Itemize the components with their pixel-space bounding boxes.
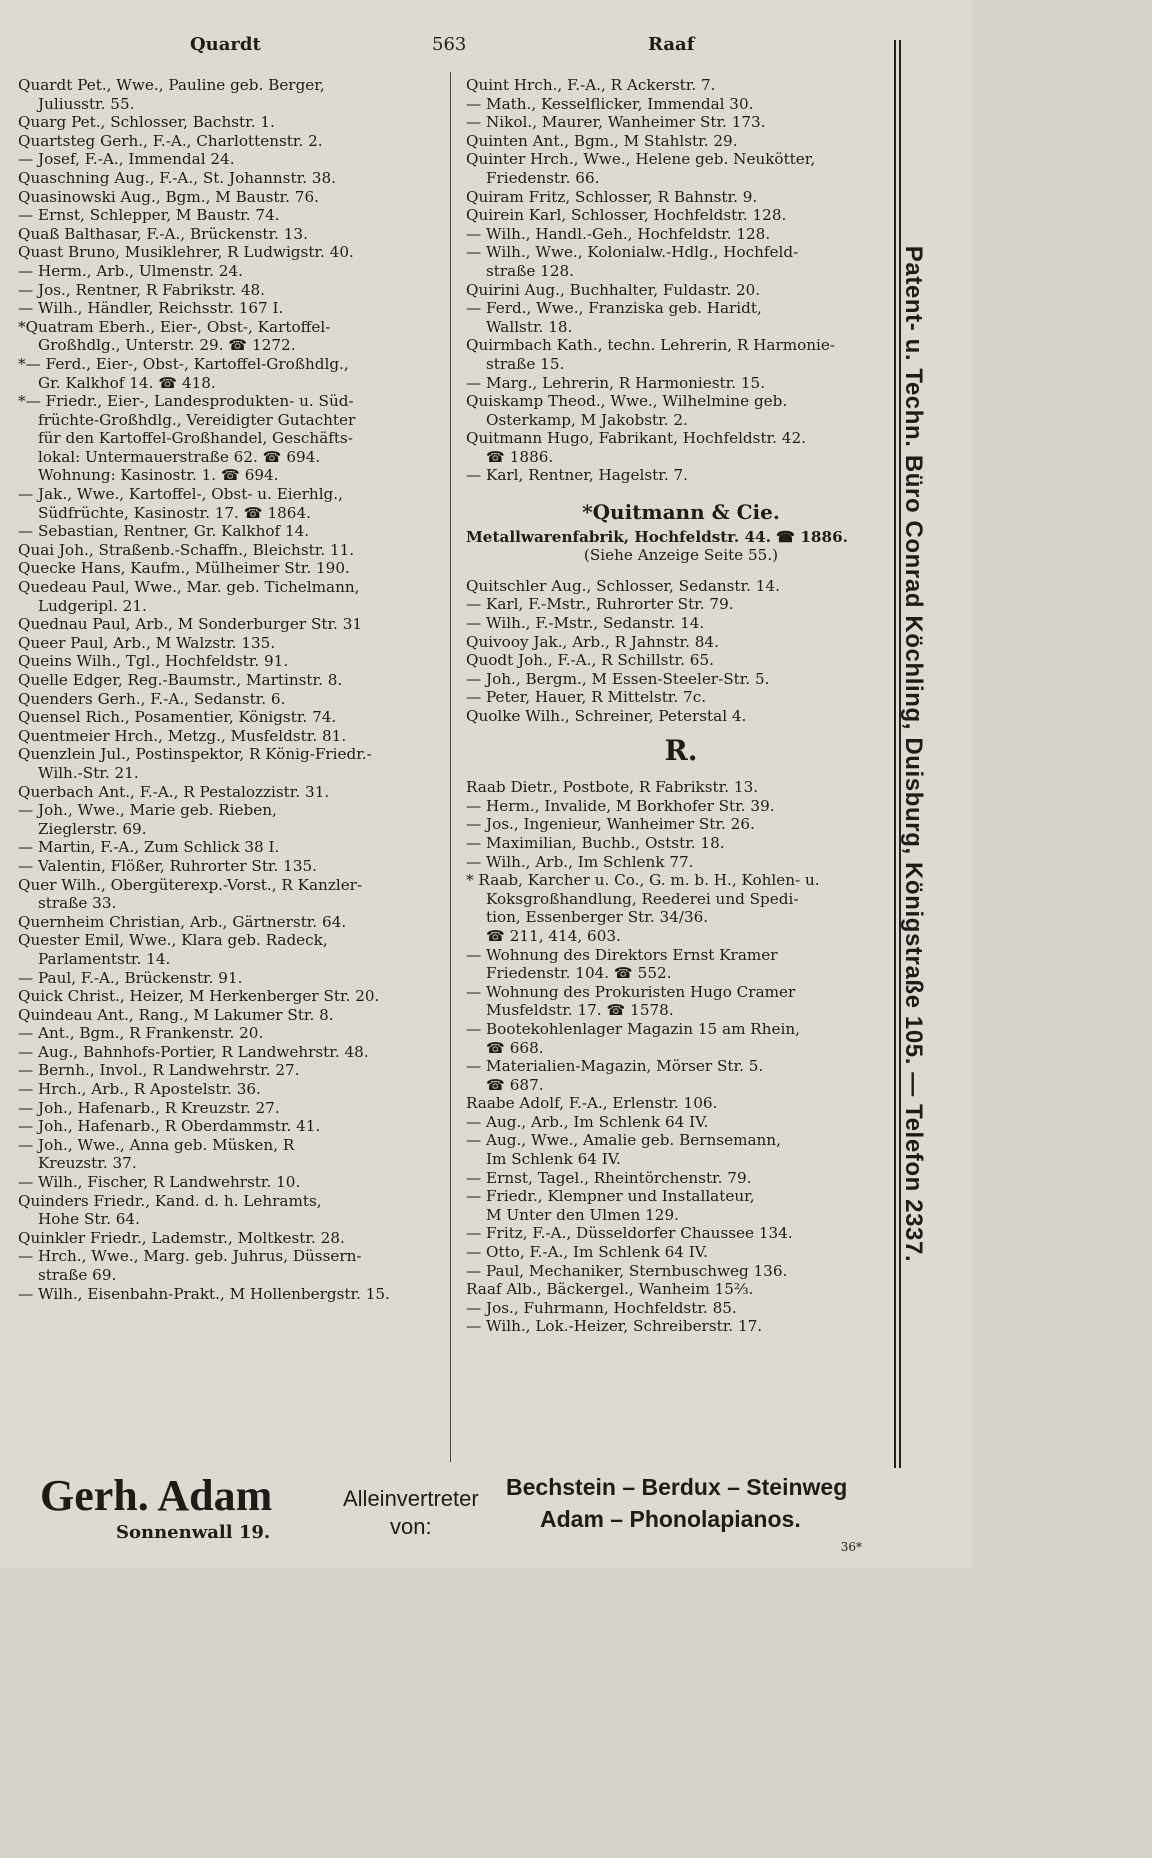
entry: Quindeau Ant., Rang., M Lakumer Str. 8.: [18, 1005, 334, 1024]
entry: — Joh., Wwe., Marie geb. Rieben,: [18, 801, 277, 820]
entry: ☎ 687.: [486, 1075, 544, 1094]
entry: Südfrüchte, Kasinostr. 17. ☎ 1864.: [38, 503, 311, 522]
entry: — Bernh., Invol., R Landwehrstr. 27.: [18, 1061, 300, 1080]
footer-mid-1: Alleinvertreter: [343, 1486, 479, 1511]
entry: Raabe Adolf, F.-A., Erlenstr. 106.: [466, 1094, 718, 1113]
entry: — Materialien-Magazin, Mörser Str. 5.: [466, 1057, 764, 1076]
entry: Quednau Paul, Arb., M Sonderburger Str. 31: [18, 615, 363, 634]
entry: — Wohnung des Direktors Ernst Kramer: [466, 945, 778, 964]
entry: Friedenstr. 104. ☎ 552.: [486, 964, 672, 983]
entry: — Jos., Ingenieur, Wanheimer Str. 26.: [466, 815, 755, 834]
entry: Quedeau Paul, Wwe., Mar. geb. Tichelmann,: [18, 578, 360, 597]
entry: — Paul, Mechaniker, Sternbuschweg 136.: [466, 1261, 788, 1280]
entry: ☎ 668.: [486, 1038, 544, 1057]
entry: tion, Essenberger Str. 34/36.: [486, 908, 709, 927]
entry: — Ferd., Wwe., Franziska geb. Haridt,: [466, 299, 762, 318]
advertising-sidebar: [890, 40, 936, 1468]
entry: Quecke Hans, Kaufm., Mülheimer Str. 190.: [18, 559, 350, 578]
entry: — Bootekohlenlager Magazin 15 am Rhein,: [466, 1019, 800, 1038]
entry: — Marg., Lehrerin, R Harmoniestr. 15.: [466, 373, 766, 392]
entry: Koksgroßhandlung, Reederei und Spedi-: [486, 889, 799, 908]
footer-mid-2: von:: [390, 1514, 432, 1539]
entry: Wilh.-Str. 21.: [38, 763, 139, 782]
entry: — Karl, Rentner, Hagelstr. 7.: [466, 466, 689, 485]
entry: Raaf Alb., Bäckergel., Wanheim 15⅔.: [466, 1280, 754, 1299]
right-entries-c: [466, 778, 896, 1336]
entry: ☎ 211, 414, 603.: [486, 926, 621, 945]
entry: — Wilh., Handl.-Geh., Hochfeldstr. 128.: [466, 224, 771, 243]
firm-line: Metallwarenfabrik, Hochfeldstr. 44. ☎ 1886.: [466, 527, 848, 546]
entry: — Herm., Invalide, M Borkhofer Str. 39.: [466, 796, 775, 815]
entry: — Ernst, Schlepper, M Baustr. 74.: [18, 206, 280, 225]
entry: — Wohnung des Prokuristen Hugo Cramer: [466, 982, 796, 1001]
entry: *— Ferd., Eier-, Obst-, Kartoffel-Großhdlg.,: [18, 354, 349, 373]
entry: für den Kartoffel-Großhandel, Geschäfts-: [38, 429, 353, 448]
left-column: [18, 76, 448, 1303]
entry: M Unter den Ulmen 129.: [486, 1205, 679, 1224]
entry: Quolke Wilh., Schreiner, Peterstal 4.: [466, 707, 747, 725]
entry: — Maximilian, Buchb., Oststr. 18.: [466, 833, 725, 852]
entry: früchte-Großhdlg., Vereidigter Gutachter: [38, 410, 356, 429]
entry: Quinkler Friedr., Lademstr., Moltkestr. 28.: [18, 1228, 345, 1247]
footer-brands-1: Bechstein – Berdux – Steinweg: [506, 1474, 848, 1500]
entry: — Jak., Wwe., Kartoffel-, Obst- u. Eierhlg.,: [18, 485, 343, 504]
entry: — Josef, F.-A., Immendal 24.: [18, 150, 235, 169]
entry: — Joh., Bergm., M Essen-Steeler-Str. 5.: [466, 669, 770, 688]
entry: Quiram Fritz, Schlosser, R Bahnstr. 9.: [466, 187, 758, 206]
header-left: Quardt: [190, 34, 261, 55]
entry: Quirini Aug., Buchhalter, Fuldastr. 20.: [466, 280, 761, 299]
entry: Querbach Ant., F.-A., R Pestalozzistr. 31.: [18, 782, 330, 801]
entry: Raab Dietr., Postbote, R Fabrikstr. 13.: [466, 778, 759, 797]
entry: Quentmeier Hrch., Metzg., Musfeldstr. 81.: [18, 726, 347, 745]
entry: — Hrch., Wwe., Marg. geb. Juhrus, Düssern-: [18, 1247, 362, 1266]
entry: — Joh., Hafenarb., R Oberdammstr. 41.: [18, 1117, 321, 1136]
entry: Quardt Pet., Wwe., Pauline geb. Berger,: [18, 76, 325, 94]
entry: Quirein Karl, Schlosser, Hochfeldstr. 128.: [466, 206, 787, 225]
entry: — Wilh., Arb., Im Schlenk 77.: [466, 852, 694, 871]
entry: Quaschning Aug., F.-A., St. Johannstr. 38.: [18, 168, 336, 187]
entry: Quiskamp Theod., Wwe., Wilhelmine geb.: [466, 392, 788, 411]
firm-title: *Quitmann & Cie.: [582, 500, 780, 525]
entry: Queer Paul, Arb., M Walzstr. 135.: [18, 633, 276, 652]
entry: Quivooy Jak., Arb., R Jahnstr. 84.: [466, 632, 719, 651]
footer-company: Gerh. Adam: [40, 1471, 273, 1520]
entry: Quensel Rich., Posamentier, Königstr. 74.: [18, 708, 337, 727]
entry: — Martin, F.-A., Zum Schlick 38 I.: [18, 838, 280, 857]
right-column: [466, 76, 896, 1336]
entry: Osterkamp, M Jakobstr. 2.: [486, 410, 688, 429]
entry: ☎ 1886.: [486, 447, 554, 466]
entry: — Jos., Rentner, R Fabrikstr. 48.: [18, 280, 266, 299]
entry: straße 69.: [38, 1266, 117, 1284]
entry: Quelle Edger, Reg.-Baumstr., Martinstr. 8.: [18, 671, 343, 689]
entry: — Hrch., Arb., R Apostelstr. 36.: [18, 1080, 261, 1099]
entry: — Wilh., Eisenbahn-Prakt., M Hollenbergstr. 15.: [18, 1284, 390, 1303]
entry: Quarg Pet., Schlosser, Bachstr. 1.: [18, 113, 275, 132]
entry: — Fritz, F.-A., Düsseldorfer Chaussee 134.: [466, 1224, 793, 1243]
entry: — Wilh., Händler, Reichsstr. 167 I.: [18, 299, 284, 318]
entry: Friedenstr. 66.: [486, 168, 600, 187]
entry: Queins Wilh., Tgl., Hochfeldstr. 91.: [18, 652, 289, 671]
entry: — Peter, Hauer, R Mittelstr. 7c.: [466, 688, 707, 707]
entry: Quenders Gerh., F.-A., Sedanstr. 6.: [18, 689, 286, 708]
page-number: 563: [432, 34, 467, 55]
entry: Quint Hrch., F.-A., R Ackerstr. 7.: [466, 76, 716, 94]
entry: — Math., Kesselflicker, Immendal 30.: [466, 94, 754, 113]
entry: — Aug., Bahnhofs-Portier, R Landwehrstr. 48.: [18, 1042, 369, 1061]
entry: Quer Wilh., Obergüterexp.-Vorst., R Kanzler-: [18, 875, 363, 894]
entry: straße 33.: [38, 894, 117, 913]
entry: — Paul, F.-A., Brückenstr. 91.: [18, 968, 243, 987]
entry: — Joh., Wwe., Anna geb. Müsken, R: [18, 1135, 295, 1154]
entry: — Herm., Arb., Ulmenstr. 24.: [18, 261, 243, 280]
entry: Wohnung: Kasinostr. 1. ☎ 694.: [38, 466, 279, 485]
entry: Quick Christ., Heizer, M Herkenberger Str. 20.: [18, 987, 380, 1006]
entry: Parlamentstr. 14.: [38, 949, 171, 968]
footer-address: Sonnenwall 19.: [116, 1522, 271, 1543]
entry: Hohe Str. 64.: [38, 1210, 140, 1229]
sidebar-text: Patent- u. Techn. Büro Conrad Köchling, Duisburg, Königstraße 105. — Telefon 2337.: [900, 245, 927, 1263]
entry: — Wilh., Lok.-Heizer, Schreiberstr. 17.: [466, 1317, 763, 1336]
entry: — Valentin, Flößer, Ruhrorter Str. 135.: [18, 856, 317, 875]
entry: *Quatram Eberh., Eier-, Obst-, Kartoffel-: [18, 317, 331, 336]
section-letter: R.: [664, 733, 698, 767]
entry: Juliusstr. 55.: [38, 94, 135, 113]
page-signature: 36*: [840, 1540, 862, 1554]
column-divider: [450, 72, 451, 1462]
entry: straße 15.: [486, 354, 565, 373]
entry: lokal: Untermauerstraße 62. ☎ 694.: [38, 447, 321, 466]
entry: — Karl, F.-Mstr., Ruhrorter Str. 79.: [466, 595, 734, 614]
entry: — Aug., Wwe., Amalie geb. Bernsemann,: [466, 1131, 781, 1150]
entry: Quinter Hrch., Wwe., Helene geb. Neukötter,: [466, 150, 816, 169]
entry: Quaß Balthasar, F.-A., Brückenstr. 13.: [18, 224, 308, 243]
entry: Quinten Ant., Bgm., M Stahlstr. 29.: [466, 131, 738, 150]
entry: Ludgeripl. 21.: [38, 596, 147, 615]
entry: Quitschler Aug., Schlosser, Sedanstr. 14.: [466, 576, 780, 595]
entry: * Raab, Karcher u. Co., G. m. b. H., Kohlen- u.: [466, 871, 820, 890]
entry: — Wilh., F.-Mstr., Sedanstr. 14.: [466, 614, 705, 633]
entry: Quitmann Hugo, Fabrikant, Hochfeldstr. 42.: [466, 429, 806, 448]
entry: — Otto, F.-A., Im Schlenk 64 IV.: [466, 1243, 708, 1262]
entry: Quester Emil, Wwe., Klara geb. Radeck,: [18, 931, 328, 950]
entry: — Aug., Arb., Im Schlenk 64 IV.: [466, 1112, 709, 1131]
entry: Quenzlein Jul., Postinspektor, R König-Friedr.-: [18, 745, 372, 764]
firm-note: (Siehe Anzeige Seite 55.): [583, 546, 779, 565]
entry: — Ant., Bgm., R Frankenstr. 20.: [18, 1024, 264, 1043]
entry: Musfeldstr. 17. ☎ 1578.: [486, 1001, 674, 1020]
entry: Quinders Friedr., Kand. d. h. Lehramts,: [18, 1191, 322, 1210]
entry: — Sebastian, Rentner, Gr. Kalkhof 14.: [18, 522, 310, 541]
footer-brands-2: Adam – Phonolapianos.: [540, 1506, 801, 1532]
entry: Quodt Joh., F.-A., R Schillstr. 65.: [466, 651, 714, 670]
entry: straße 128.: [486, 261, 574, 280]
right-entries-b: [466, 577, 896, 726]
entry: Kreuzstr. 37.: [38, 1154, 137, 1173]
footer-advertisement: [0, 1462, 972, 1568]
entry: Quernheim Christian, Arb., Gärtnerstr. 64.: [18, 912, 347, 931]
right-entries-a: [466, 76, 896, 485]
entry: Zieglerstr. 69.: [38, 819, 147, 838]
entry: Quast Bruno, Musiklehrer, R Ludwigstr. 40.: [18, 243, 354, 262]
entry: Großhdlg., Unterstr. 29. ☎ 1272.: [38, 336, 296, 355]
entry: *— Friedr., Eier-, Landesprodukten- u. Süd-: [18, 392, 354, 411]
entry: — Joh., Hafenarb., R Kreuzstr. 27.: [18, 1098, 280, 1117]
entry: Im Schlenk 64 IV.: [486, 1150, 621, 1169]
entry: — Nikol., Maurer, Wanheimer Str. 173.: [466, 113, 766, 132]
entry: Quirmbach Kath., techn. Lehrerin, R Harmonie-: [466, 336, 836, 355]
entry: Quasinowski Aug., Bgm., M Baustr. 76.: [18, 187, 319, 206]
entry: — Wilh., Wwe., Kolonialw.-Hdlg., Hochfeld-: [466, 243, 799, 262]
header-right: Raaf: [648, 34, 695, 55]
entry: — Ernst, Tagel., Rheintörchenstr. 79.: [466, 1168, 752, 1187]
entry: — Friedr., Klempner und Installateur,: [466, 1187, 755, 1206]
entry: — Wilh., Fischer, R Landwehrstr. 10.: [18, 1173, 301, 1192]
entry: — Jos., Fuhrmann, Hochfeldstr. 85.: [466, 1298, 737, 1317]
entry: Quartsteg Gerh., F.-A., Charlottenstr. 2.: [18, 131, 323, 150]
entry: Quai Joh., Straßenb.-Schaffn., Bleichstr. 11.: [18, 540, 355, 559]
entry: Wallstr. 18.: [486, 317, 573, 336]
entry: Gr. Kalkhof 14. ☎ 418.: [38, 373, 216, 392]
